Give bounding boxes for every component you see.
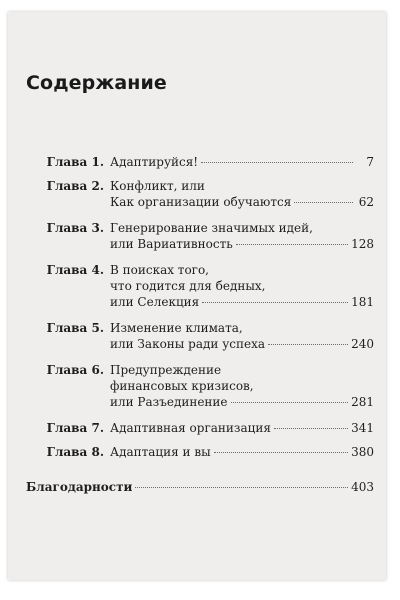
chapter-title — [110, 362, 374, 410]
book-page — [8, 12, 386, 580]
chapter-title — [110, 320, 374, 352]
chapter-title-line: Адаптируйся! — [110, 155, 199, 169]
chapter-label: Глава 7. — [46, 421, 104, 435]
chapter-title-line: или Вариативность — [110, 237, 233, 251]
page-number: 380 — [351, 445, 374, 459]
chapter-title-line: Как организации обучаются — [110, 195, 292, 209]
chapter-title-line: Изменение климата, — [110, 321, 243, 335]
chapter-title — [110, 444, 374, 460]
chapter-label: Глава 1. — [46, 155, 104, 169]
page-number: 128 — [351, 237, 374, 251]
page-number: 240 — [351, 337, 374, 351]
page-title: Содержание — [26, 72, 167, 94]
chapter-title-line: Адаптация и вы — [110, 445, 211, 459]
page-number: 341 — [351, 421, 374, 435]
dot-leader — [236, 244, 348, 245]
page-number: 7 — [366, 155, 374, 169]
chapter-label: Глава 3. — [46, 221, 104, 235]
chapter-label: Глава 8. — [46, 445, 104, 459]
chapter-title-line: или Селекция — [110, 295, 200, 309]
toc-entry-acknowledgments — [26, 479, 374, 495]
dot-leader — [135, 487, 348, 488]
chapter-title — [110, 420, 374, 436]
chapter-label: Глава 5. — [46, 321, 104, 335]
dot-leader — [231, 402, 349, 403]
chapter-title-line: Предупреждение — [110, 363, 222, 377]
dot-leader — [274, 428, 348, 429]
dot-leader — [202, 302, 348, 303]
chapter-title-line: или Законы ради успеха — [110, 337, 265, 351]
chapter-title-line: Адаптивная организация — [110, 421, 271, 435]
page-number: 281 — [351, 395, 374, 409]
chapter-label: Глава 6. — [46, 363, 104, 377]
chapter-title — [110, 178, 374, 210]
page-number: 181 — [351, 295, 374, 309]
dot-leader — [268, 344, 348, 345]
chapter-label: Глава 2. — [46, 179, 104, 193]
chapter-title — [110, 262, 374, 310]
acknowledgments-label: Благодарности — [26, 480, 133, 494]
page-number: 403 — [351, 480, 374, 494]
chapter-title-line: Генерирование значимых идей, — [110, 221, 313, 235]
dot-leader — [201, 162, 353, 163]
chapter-title-line: Конфликт, или — [110, 179, 205, 193]
chapter-title-line: финансовых кризисов, — [110, 379, 254, 393]
table-of-contents — [8, 12, 386, 580]
dot-leader — [294, 202, 353, 203]
chapter-title-line: что годится для бедных, — [110, 279, 266, 293]
chapter-title — [110, 220, 374, 252]
chapter-title-line: или Разъединение — [110, 395, 228, 409]
chapter-label: Глава 4. — [46, 263, 104, 277]
page-number: 62 — [358, 195, 374, 209]
chapter-title-line: В поисках того, — [110, 263, 209, 277]
dot-leader — [214, 452, 348, 453]
chapter-title — [110, 154, 374, 170]
